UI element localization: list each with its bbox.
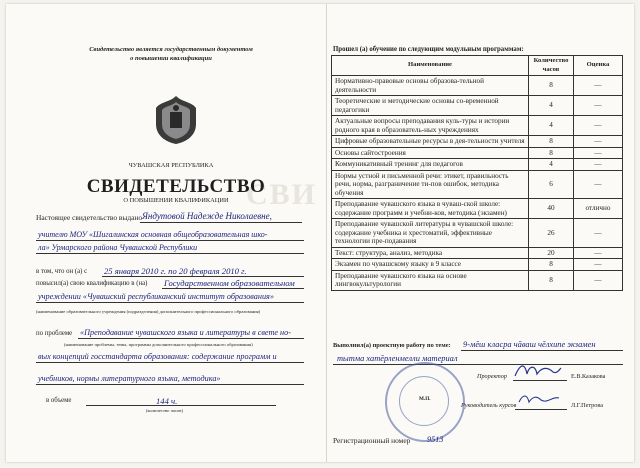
registration-label: Регистрационный номер [333, 436, 411, 445]
header-line-2: о повышении квалификации [130, 55, 212, 62]
table-row [332, 76, 623, 96]
module-name-cell: Нормы устной и письменной речи: этикет, правильность речи, норма, разграничение ти-пов ошибок, методика обучения [332, 170, 529, 199]
course-head-name: Л.Г.Петрова [571, 402, 603, 409]
module-name-cell: Коммуникативный тренинг для педагогов [332, 159, 529, 171]
watermark-text: СВИ [246, 178, 318, 211]
module-name-cell: Основы сайтостроения [332, 147, 529, 159]
raised-value: Государственном образовательном [164, 278, 295, 288]
module-name-cell: Актуальные вопросы преподавания куль-туры и истории родного края в образователь-ных учреждениях [332, 116, 529, 136]
module-name-cell: Преподавание чувашского языка на основе лингвокультурологии [332, 270, 529, 290]
module-name-cell: Цифровые образовательные ресурсы в дея-тельности учителя [332, 136, 529, 148]
table-row [332, 219, 623, 248]
prorector-signature-icon [513, 360, 563, 382]
module-hours-cell: 40 [529, 199, 574, 219]
module-hours-cell: 8 [529, 270, 574, 290]
period-value: 25 января 2010 г. по 20 февраля 2010 г. [104, 266, 247, 276]
certificate-sheet [6, 4, 634, 462]
column-header-grade: Оценка [574, 56, 623, 76]
module-name-cell: Нормативно-правовые основы образова-тельной деятельности [332, 76, 529, 96]
table-row [332, 170, 623, 199]
republic-emblem-icon [152, 94, 200, 146]
table-row [332, 96, 623, 116]
project-line-2: тытма хатĕрленмелли материал [337, 354, 458, 363]
module-grade-cell: — [574, 96, 623, 116]
prorector-name: Е.В.Казакова [571, 373, 606, 380]
table-row [332, 159, 623, 171]
project-label: Выполнил(а) проектную работу по теме: [333, 342, 451, 349]
module-grade-cell: — [574, 136, 623, 148]
table-row [332, 147, 623, 159]
prorector-label: Проректор [477, 373, 507, 380]
project-line-1: 9-мĕш класра чăваш чĕлхипе экзамен [463, 340, 596, 349]
module-grade-cell: — [574, 159, 623, 171]
republic-name: ЧУВАШСКАЯ РЕСПУБЛИКА [128, 162, 214, 169]
module-hours-cell: 8 [529, 147, 574, 159]
position-line-1: учителю МОУ «Шигалинская основная общеобразовательная шко- [38, 230, 268, 239]
registration-number: 9513 [427, 435, 444, 444]
problem-line-2: вых концепций госстандарта образования: содержание программ и [38, 352, 277, 361]
course-head-label: Руководитель курсов [461, 402, 517, 409]
module-name-cell: Теоретические и методические основы со-временной педагогики [332, 96, 529, 116]
table-header-row [332, 56, 623, 76]
module-name-cell: Текст: структура, анализ, методика [332, 247, 529, 259]
official-stamp [385, 362, 465, 442]
problem-caption: (наименование проблемы, темы, программы дополнительного профессионального образования) [64, 342, 253, 347]
module-hours-cell: 26 [529, 219, 574, 248]
problem-line-1: «Преподавание чувашского языка и литературы в свете но- [80, 328, 291, 337]
table-row [332, 247, 623, 259]
column-header-hours: Количество часов [529, 56, 574, 76]
certificate-title: СВИДЕТЕЛЬСТВО [86, 176, 266, 197]
modules-table [331, 55, 623, 291]
module-grade-cell: — [574, 259, 623, 271]
institution-value: учреждении «Чувашский республиканский институт образования» [38, 292, 274, 301]
module-hours-cell: 4 [529, 116, 574, 136]
module-hours-cell: 8 [529, 76, 574, 96]
table-row [332, 259, 623, 271]
module-name-cell: Преподавание чувашского языка в чуваш-ской школе: содержание программ и учебни-ков, методика (экзамен) [332, 199, 529, 219]
module-grade-cell: — [574, 170, 623, 199]
recipient-name: Яндутовой Надежде Николаевне, [142, 211, 272, 221]
module-hours-cell: 6 [529, 170, 574, 199]
volume-caption: (количество часов) [146, 408, 183, 413]
volume-value: 144 ч. [156, 396, 178, 406]
module-grade-cell: — [574, 76, 623, 96]
volume-label: в объеме [46, 397, 72, 404]
raised-label: повысил(а) свою квалификацию в (на) [36, 280, 148, 287]
module-grade-cell: — [574, 247, 623, 259]
module-name-cell: Преподавание чувашской литературы в чувашской школе: содержание учебника и хрестоматий, эффективные технологии пре-подавания [332, 219, 529, 248]
issued-label: Настоящее свидетельство выдано [36, 213, 143, 222]
module-hours-cell: 20 [529, 247, 574, 259]
stamp-place-label: М.П. [419, 396, 431, 402]
table-row [332, 270, 623, 290]
course-head-signature-icon [517, 390, 561, 408]
module-grade-cell: отлично [574, 199, 623, 219]
header-line-1: Свидетельство является государственным документом [89, 46, 253, 53]
module-hours-cell: 4 [529, 159, 574, 171]
table-row [332, 136, 623, 148]
module-hours-cell: 8 [529, 259, 574, 271]
column-header-name: Наименование [332, 56, 529, 76]
institution-caption: (наименование образовательного учреждения (подразделения) дополнительного профессионального образования) [36, 309, 261, 314]
module-hours-cell: 4 [529, 96, 574, 116]
certificate-subtitle: О ПОВЫШЕНИИ КВАЛИФИКАЦИИ [123, 197, 229, 204]
left-page [6, 4, 326, 462]
right-page [327, 4, 634, 462]
table-row [332, 199, 623, 219]
module-grade-cell: — [574, 147, 623, 159]
problem-label: по проблеме [36, 330, 73, 337]
module-hours-cell: 8 [529, 136, 574, 148]
module-grade-cell: — [574, 219, 623, 248]
table-row [332, 116, 623, 136]
module-grade-cell: — [574, 270, 623, 290]
modules-heading: Прошел (а) обучение по следующим модульным программам: [333, 46, 524, 53]
position-line-2: ла» Урмарского района Чувашской Республики [38, 243, 198, 252]
period-prefix: в том, что он (а) с [36, 268, 88, 275]
module-grade-cell: — [574, 116, 623, 136]
module-name-cell: Экзамен по чувашскому языку в 9 классе [332, 259, 529, 271]
problem-line-3: учебников, нормы литературного языка, методика» [38, 374, 221, 383]
